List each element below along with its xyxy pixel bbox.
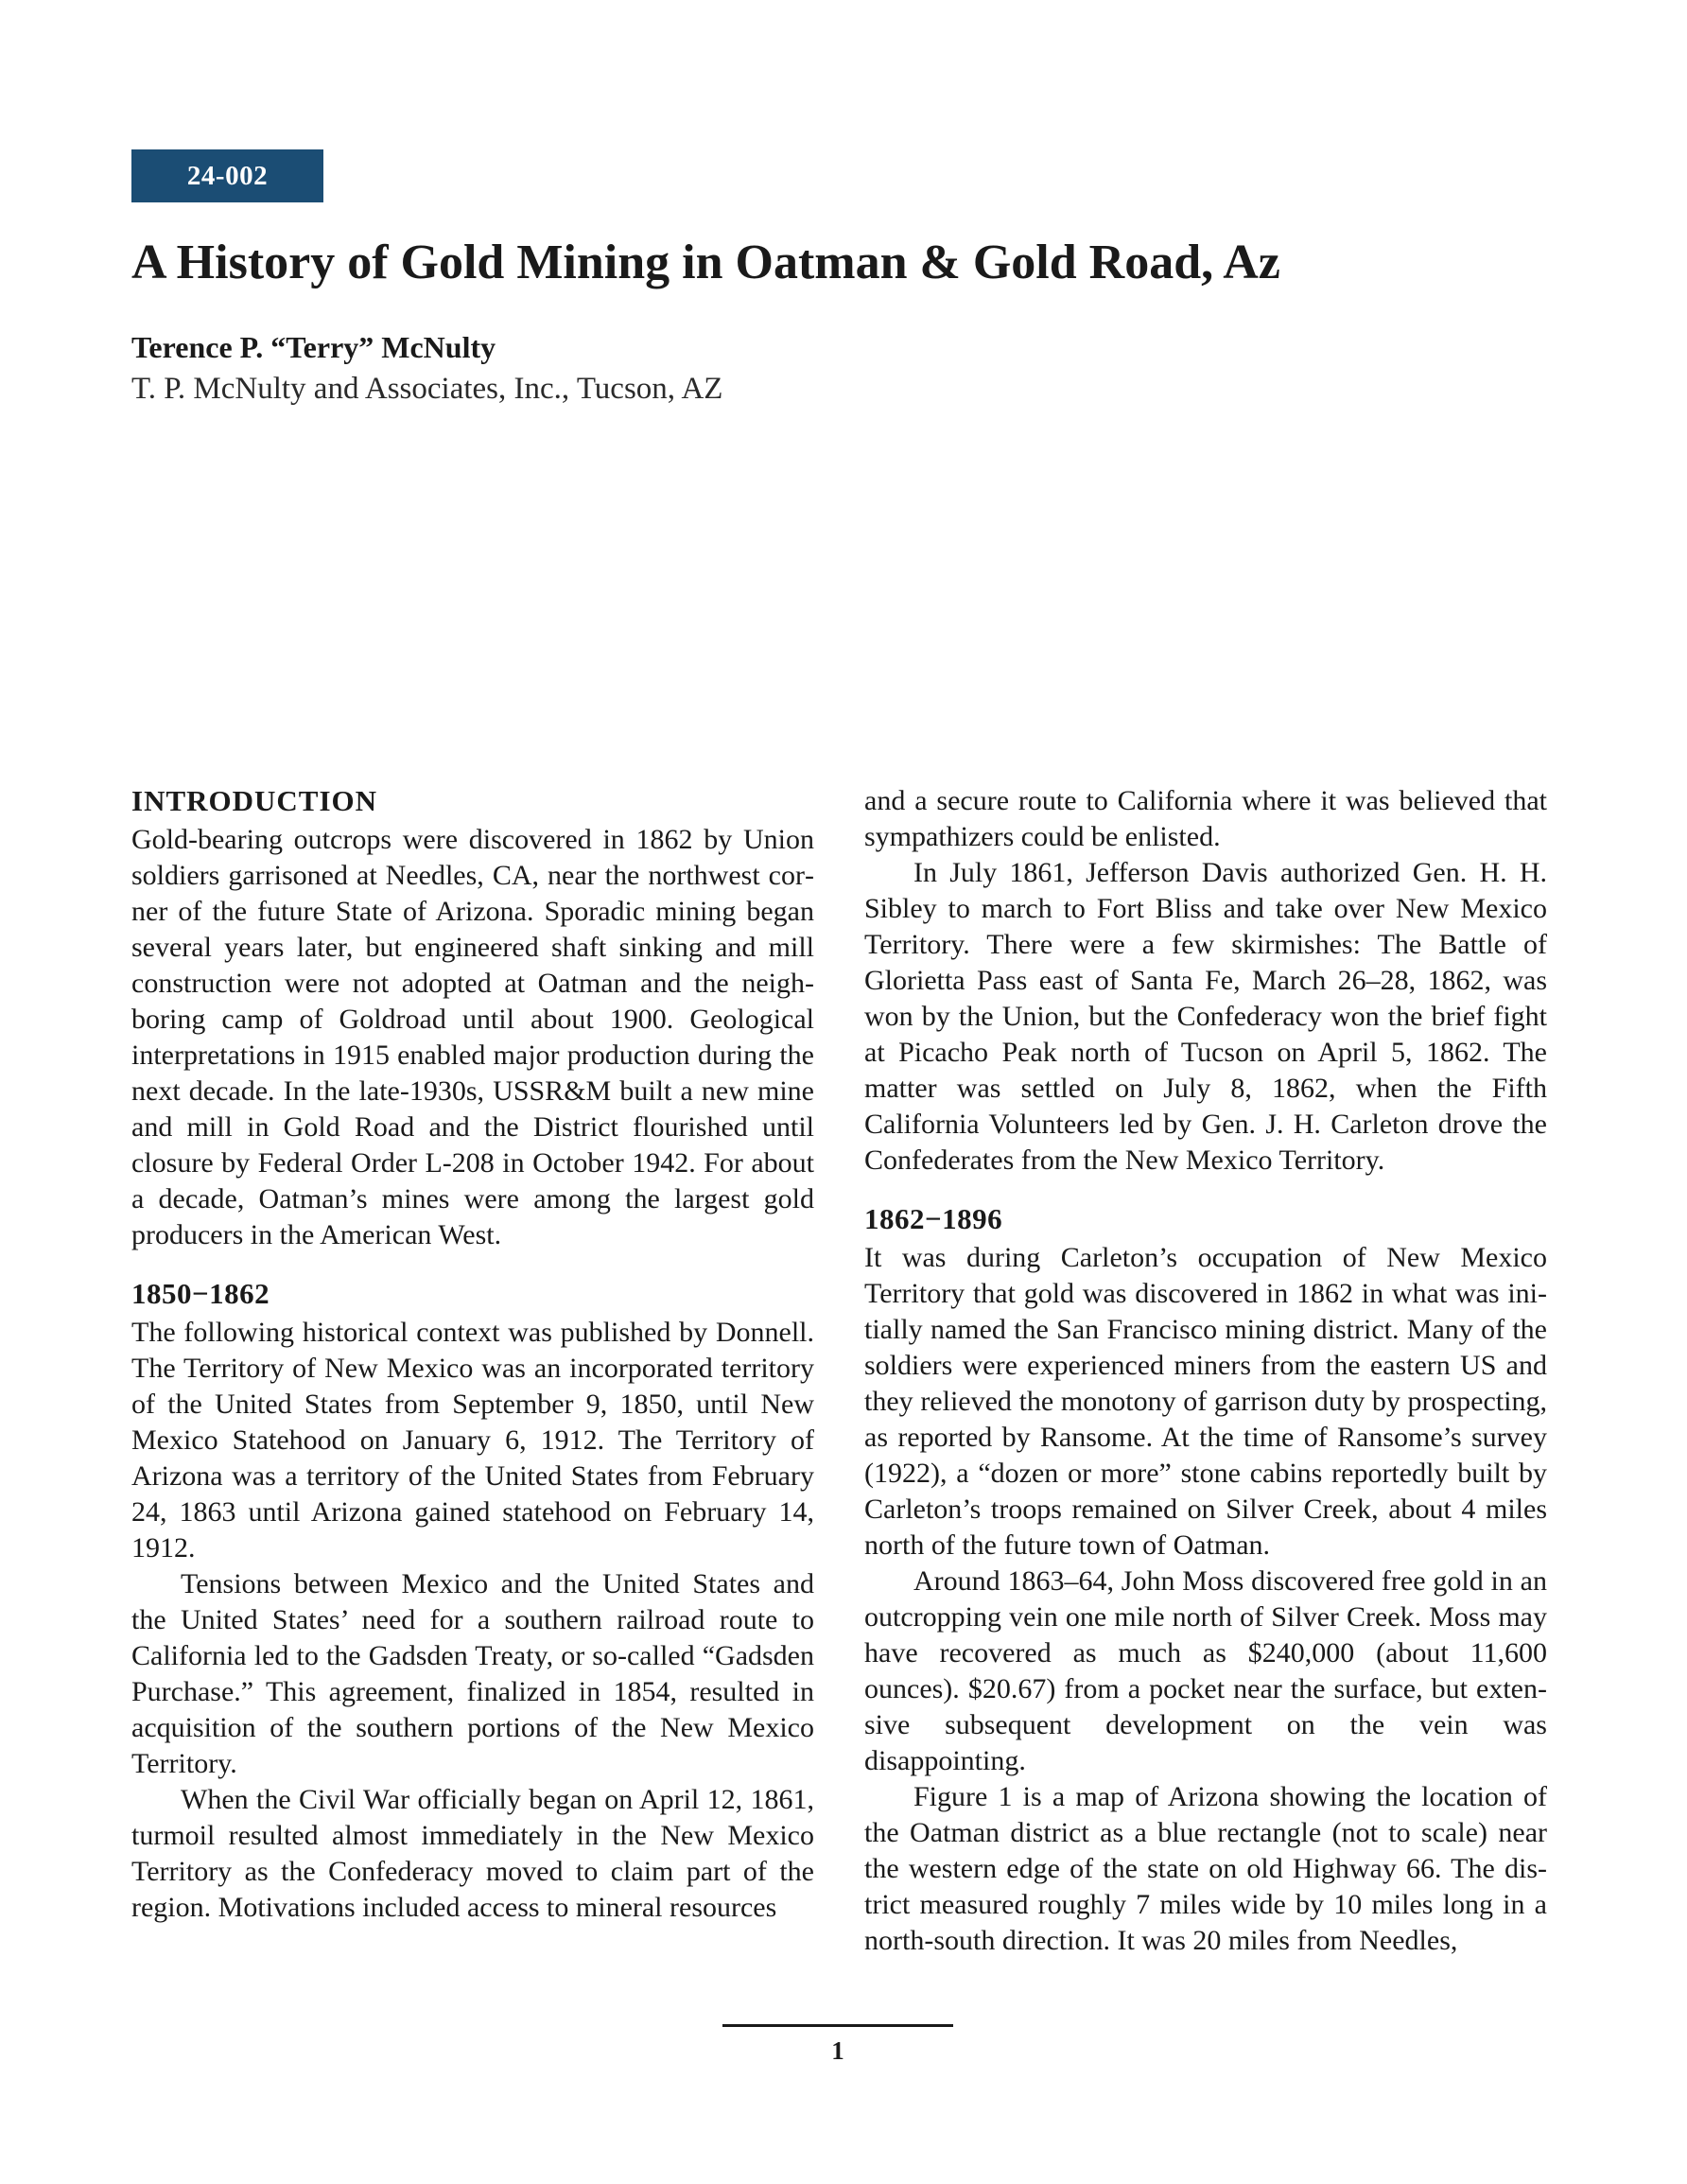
section-heading-1862-1896: 1862−1896 (864, 1202, 1003, 1235)
paper-title: A History of Gold Mining in Oatman & Gold Road, Az (131, 236, 1280, 289)
right-column (864, 783, 1547, 1959)
body-paragraph: It was during Carleton’s occupation of New Mexico Territory that gold was discovered in 1862 in what was initially named the San Francisco mining district. Many of the soldiers were experienced miners from the eastern US and they relieved the monotony of garrison duty by prospecting, as reported by Ransome. At the time of Ransome’s survey (1922), a “dozen or more” stone cabins reportedly built by Carleton’s troops remained on Silver Creek, about 4 miles north of the future town of Oatman. (864, 1242, 1547, 1561)
author-affiliation: T. P. McNulty and Associates, Inc., Tucson, AZ (131, 372, 723, 406)
left-column (131, 783, 814, 1926)
footer-rule (722, 2024, 953, 2027)
body-paragraph: Figure 1 is a map of Arizona showing the location of the Oatman district as a blue rectangle (not to scale) near the western edge of the state on old Highway 66. The district measured roughly 7 miles wide by 10 miles long in a north-south direction. It was 20 miles from Needles, (864, 1781, 1547, 1956)
page-number: 1 (831, 2036, 844, 2065)
document-number-badge: 24-002 (131, 149, 323, 202)
body-paragraph: Around 1863–64, John Moss discovered free gold in an outcropping vein one mile north of Silver Creek. Moss may have recovered as much as $240,000 (about 11,600 ounces). $20.67) from a pocket near the surface, but extensive subsequent development on the vein was disappointing. (864, 1565, 1547, 1776)
body-paragraph: When the Civil War officially began on April 12, 1861, turmoil resulted almost immediately in the New Mexico Territory as the Confederacy moved to claim part of the region. Motivations included access to mineral resources (131, 1784, 814, 1923)
body-paragraph: and a secure route to California where it was believed that sympathizers could be enlisted. (864, 785, 1547, 852)
body-paragraph: The following historical context was published by Donnell. The Territory of New Mexico was an incorporated territory of the United States from September 9, 1850, until New Mexico Statehood on January 6, 1912. The Territory of Arizona was a territory of the United States from February 24, 1863 until Arizona gained statehood on February 14, 1912. (131, 1317, 814, 1564)
body-paragraph: Tensions between Mexico and the United States and the United States’ need for a southern railroad route to California led to the Gadsden Treaty, or so-called “Gadsden Purchase.” This agreement, finalized in 1854, resulted in acquisition of the southern portions of the New Mexico Territory. (131, 1568, 814, 1779)
section-heading-1850-1862: 1850−1862 (131, 1277, 270, 1310)
introduction-heading: INTRODUCTION (131, 784, 378, 817)
introduction-paragraph: Gold-bearing outcrops were discovered in 1862 by Union soldiers garrisoned at Needles, CA, near the northwest corner of the future State of Arizona. Sporadic mining began several years later, but engineered shaft sinking and mill construction were not adopted at Oatman and the neighboring camp of Goldroad until about 1900. Geological interpretations in 1915 enabled major production during the next decade. In the late-1930s, USSR&M built a new mine and mill in Gold Road and the District flourished until closure by Federal Order L-208 in October 1942. For about a decade, Oatman’s mines were among the largest gold producers in the American West. (131, 824, 814, 1250)
body-paragraph: In July 1861, Jefferson Davis authorized Gen. H. H. Sibley to march to Fort Bliss and take over New Mexico Territory. There were a few skirmishes: The Battle of Glorietta Pass east of Santa Fe, March 26–28, 1862, was won by the Union, but the Confederacy won the brief fight at Picacho Peak north of Tucson on April 5, 1862. The matter was settled on July 8, 1862, when the Fifth California Volunteers led by Gen. J. H. Carleton drove the Confederates from the New Mexico Territory. (864, 857, 1547, 1176)
author-name: Terence P. “Terry” McNulty (131, 330, 496, 364)
